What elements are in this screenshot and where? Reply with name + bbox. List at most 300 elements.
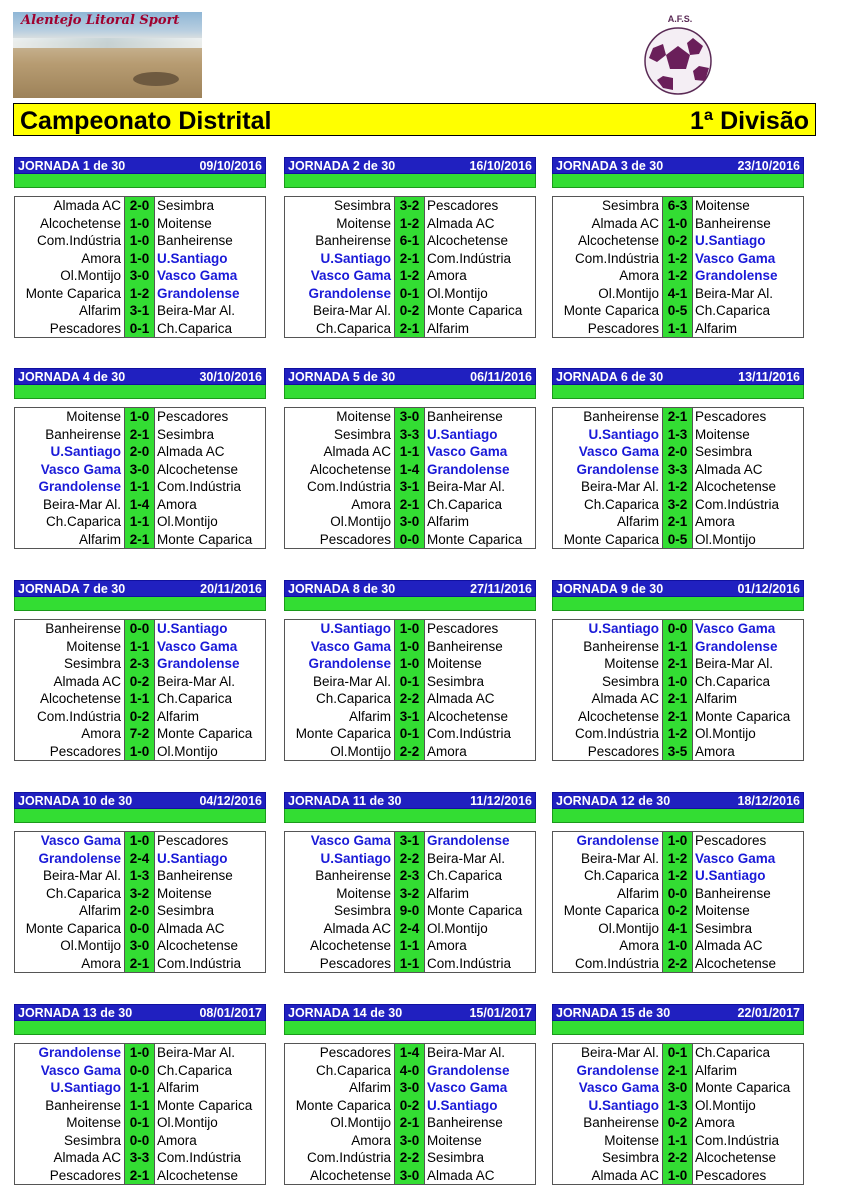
away-team: Vasco Gama [157,268,238,283]
away-team: Amora [427,743,467,759]
away-team: Beira-Mar Al. [695,656,774,671]
round-label: JORNADA 2 de 30 [288,159,396,173]
match-score: 0-2 [663,1114,693,1132]
home-team: Pescadores [553,743,663,761]
away-team: Alcochetense [695,479,777,494]
away-team: Alcochetense [157,461,239,477]
away-team: Moitense [157,885,212,901]
home-team: Moitense [15,408,125,426]
home-team: Amora [15,955,125,973]
match-score: 0-2 [395,1097,425,1115]
away-team: Alcochetense [695,955,777,971]
match-score: 3-0 [395,408,425,426]
round-header [284,580,536,597]
home-team: Com.Indústria [15,232,125,250]
round-header [14,368,266,385]
match-score: 1-1 [395,955,425,973]
round-green-bar [14,1021,266,1035]
round-date: 20/11/2016 [200,582,262,596]
home-team: Grandolense [285,285,395,303]
match-score: 2-1 [125,1167,155,1185]
away-team: Sesimbra [157,903,215,918]
match-score: 3-3 [125,1149,155,1167]
match-score: 3-0 [663,1079,693,1097]
round-block [14,157,266,338]
round-label: JORNADA 6 de 30 [556,370,664,384]
away-team: Vasco Gama [427,444,508,459]
round-green-bar [552,597,804,611]
match-score: 2-0 [125,197,155,215]
away-team: Beira-Mar Al. [427,1045,506,1060]
home-team: Ch.Caparica [15,885,125,903]
away-team: Pescadores [695,1167,767,1183]
round-label: JORNADA 15 de 30 [556,1006,671,1020]
match-score: 0-0 [663,620,693,638]
home-team: Alfarim [553,885,663,903]
round-header [552,1004,804,1021]
round-header [14,580,266,597]
match-score: 1-2 [663,478,693,496]
away-team: Monte Caparica [157,1097,253,1113]
away-team: Alfarim [427,885,470,901]
round-green-bar [552,1021,804,1035]
away-team: Sesimbra [157,198,215,213]
match-score: 1-0 [663,215,693,233]
away-team: U.Santiago [427,426,498,442]
home-team: Vasco Gama [285,267,395,285]
away-team: U.Santiago [157,850,228,866]
round-date: 01/12/2016 [737,582,800,596]
away-team: Grandolense [427,1062,510,1078]
round-green-bar [284,597,536,611]
home-team: Alcochetense [553,708,663,726]
home-team: Monte Caparica [15,920,125,938]
away-team: Grandolense [427,461,510,477]
round-block [284,792,536,973]
away-team: Vasco Gama [427,1080,508,1095]
match-score: 1-1 [125,513,155,531]
match-score: 0-0 [395,531,425,549]
match-score: 3-1 [395,832,425,850]
home-team: U.Santiago [15,443,125,461]
match-table [14,1043,266,1185]
round-green-bar [284,174,536,188]
round-date: 18/12/2016 [737,794,800,808]
home-team: Amora [285,1132,395,1150]
home-team: Ch.Caparica [15,513,125,531]
away-team: Ol.Montijo [427,920,488,936]
home-team: Beira-Mar Al. [285,673,395,691]
home-team: Ol.Montijo [15,267,125,285]
match-score: 2-1 [395,250,425,268]
round-header [284,792,536,809]
match-score: 1-1 [663,320,693,338]
round-green-bar [14,174,266,188]
round-date: 08/01/2017 [199,1006,262,1020]
round-block [552,157,804,338]
away-team: Alcochetense [695,1150,777,1165]
home-team: Ch.Caparica [553,496,663,514]
home-team: U.Santiago [15,1079,125,1097]
match-score: 0-1 [395,725,425,743]
away-team: Ch.Caparica [427,868,503,883]
match-score: 0-1 [125,320,155,338]
match-score: 2-1 [663,513,693,531]
away-team: Ol.Montijo [695,1097,756,1113]
home-team: Banheirense [285,232,395,250]
round-block [14,1004,266,1185]
away-team: U.Santiago [695,868,766,883]
away-team: Beira-Mar Al. [427,850,506,866]
round-date: 06/11/2016 [470,370,532,384]
away-team: Beira-Mar Al. [695,285,774,301]
home-team: Grandolense [15,850,125,868]
away-team: Ch.Caparica [157,691,233,706]
away-team: Alfarim [695,1062,738,1078]
match-score: 3-1 [125,302,155,320]
match-score: 2-1 [125,426,155,444]
match-score: 0-0 [125,1062,155,1080]
home-team: Ol.Montijo [285,513,395,531]
match-score: 0-1 [395,673,425,691]
match-score: 2-1 [663,1062,693,1080]
round-date: 15/01/2017 [469,1006,532,1020]
home-team: U.Santiago [553,426,663,444]
match-score: 1-0 [125,1044,155,1062]
match-score: 9-0 [395,902,425,920]
home-team: Grandolense [15,478,125,496]
away-team: Monte Caparica [427,303,523,318]
match-score: 2-3 [125,655,155,673]
away-team: Ol.Montijo [157,743,218,759]
round-date: 04/12/2016 [199,794,262,808]
match-score: 3-0 [395,513,425,531]
away-team: Alcochetense [427,708,509,724]
home-team: Grandolense [553,1062,663,1080]
home-team: Sesimbra [15,1132,125,1150]
away-team: Almada AC [427,691,495,706]
match-score: 3-2 [395,885,425,903]
away-team: Alfarim [695,320,738,336]
round-block [14,368,266,549]
round-green-bar [284,809,536,823]
match-score: 2-1 [663,408,693,426]
match-score: 3-0 [125,267,155,285]
away-team: Com.Indústria [427,250,512,266]
home-team: Beira-Mar Al. [553,1044,663,1062]
match-score: 4-1 [663,285,693,303]
match-score: 0-2 [663,902,693,920]
away-team: Pescadores [427,198,499,213]
home-team: Moitense [285,885,395,903]
home-team: Moitense [15,638,125,656]
match-score: 2-2 [395,690,425,708]
away-team: Ch.Caparica [695,303,771,318]
round-date: 09/10/2016 [199,159,262,173]
away-team: Alfarim [695,691,738,706]
home-team: Com.Indústria [285,1149,395,1167]
round-green-bar [284,385,536,399]
match-score: 2-4 [125,850,155,868]
match-score: 1-0 [125,215,155,233]
home-team: U.Santiago [553,620,663,638]
match-score: 1-1 [395,937,425,955]
match-score: 1-2 [395,267,425,285]
home-team: Pescadores [285,531,395,549]
round-block [284,1004,536,1185]
home-team: Banheirense [553,638,663,656]
round-green-bar [552,385,804,399]
home-team: Pescadores [15,1167,125,1185]
home-team: Alfarim [285,708,395,726]
home-team: Sesimbra [285,902,395,920]
round-header [284,157,536,174]
away-team: Almada AC [695,461,763,477]
match-score: 3-0 [395,1132,425,1150]
home-team: Almada AC [285,920,395,938]
round-date: 16/10/2016 [469,159,532,173]
match-score: 1-1 [125,478,155,496]
match-score: 1-0 [125,743,155,761]
round-header [14,157,266,174]
home-team: Alcochetense [285,1167,395,1185]
home-team: U.Santiago [285,620,395,638]
round-label: JORNADA 11 de 30 [288,794,402,808]
away-team: Vasco Gama [695,850,776,866]
match-score: 6-1 [395,232,425,250]
home-team: Com.Indústria [15,708,125,726]
match-score: 2-1 [125,955,155,973]
away-team: Ch.Caparica [157,1062,233,1078]
match-score: 2-4 [395,920,425,938]
away-team: Pescadores [427,621,499,636]
round-block [14,580,266,761]
away-team: Com.Indústria [695,1132,780,1148]
home-team: Grandolense [285,655,395,673]
match-score: 4-1 [663,920,693,938]
home-team: Monte Caparica [15,285,125,303]
round-block [284,368,536,549]
away-team: Alcochetense [427,233,509,248]
round-label: JORNADA 1 de 30 [18,159,126,173]
home-team: Beira-Mar Al. [15,496,125,514]
home-team: Sesimbra [15,655,125,673]
away-team: Com.Indústria [427,955,512,971]
away-team: Almada AC [157,444,225,459]
away-team: Pescadores [157,833,229,848]
away-team: Alfarim [157,1080,200,1095]
match-score: 1-0 [125,232,155,250]
round-header [552,157,804,174]
round-label: JORNADA 7 de 30 [18,582,126,596]
match-score: 1-3 [663,426,693,444]
match-score: 3-0 [395,1167,425,1185]
home-team: Monte Caparica [553,302,663,320]
match-score: 2-2 [395,850,425,868]
brand-title: Alentejo Litoral Sport [21,13,180,28]
home-team: Almada AC [15,1149,125,1167]
home-team: Ol.Montijo [285,1114,395,1132]
round-header [552,580,804,597]
home-team: Sesimbra [285,197,395,215]
round-green-bar [284,1021,536,1035]
home-team: Amora [285,496,395,514]
home-team: Ol.Montijo [553,285,663,303]
away-team: Monte Caparica [695,708,791,724]
away-team: Monte Caparica [427,903,523,918]
match-score: 2-2 [663,955,693,973]
away-team: Alfarim [427,514,470,529]
away-team: Amora [695,743,735,759]
away-team: Banheirense [427,638,503,654]
away-team: Moitense [695,198,750,213]
round-header [284,1004,536,1021]
match-score: 1-0 [395,638,425,656]
round-block [284,580,536,761]
match-score: 0-2 [663,232,693,250]
away-team: U.Santiago [427,1097,498,1113]
round-block [552,1004,804,1185]
match-score: 1-2 [663,867,693,885]
away-team: U.Santiago [695,233,766,248]
home-team: U.Santiago [285,250,395,268]
match-score: 1-4 [395,1044,425,1062]
round-block [14,792,266,973]
round-green-bar [14,597,266,611]
home-team: Amora [15,250,125,268]
home-team: Grandolense [15,1044,125,1062]
round-header [552,792,804,809]
match-score: 2-1 [125,531,155,549]
home-team: Pescadores [15,320,125,338]
match-score: 6-3 [663,197,693,215]
championship-banner [13,103,816,136]
match-score: 1-2 [395,215,425,233]
match-score: 3-0 [125,937,155,955]
home-team: Almada AC [15,673,125,691]
home-team: Almada AC [15,197,125,215]
header-photo [13,12,202,98]
match-score: 1-1 [125,1079,155,1097]
home-team: Vasco Gama [553,1079,663,1097]
home-team: Beira-Mar Al. [553,478,663,496]
home-team: Grandolense [553,461,663,479]
match-score: 3-0 [395,1079,425,1097]
page-title: Campeonato Distrital [20,107,272,135]
home-team: Alcochetense [15,690,125,708]
away-team: Amora [695,1115,735,1130]
match-table [284,1043,536,1185]
away-team: Almada AC [427,1167,495,1183]
away-team: Com.Indústria [157,1150,242,1165]
away-team: Almada AC [695,938,763,953]
round-label: JORNADA 10 de 30 [18,794,133,808]
match-score: 3-1 [395,708,425,726]
home-team: Ol.Montijo [285,743,395,761]
away-team: Grandolense [695,638,778,654]
away-team: Pescadores [695,409,767,424]
round-block [552,792,804,973]
match-score: 1-3 [125,867,155,885]
away-team: Amora [157,496,197,512]
home-team: Com.Indústria [553,250,663,268]
match-score: 1-0 [125,408,155,426]
logo-text: A.F.S. [667,14,693,24]
home-team: Com.Indústria [553,725,663,743]
match-score: 1-1 [663,638,693,656]
home-team: Vasco Gama [15,1062,125,1080]
match-score: 1-0 [663,1167,693,1185]
away-team: Alfarim [427,320,470,336]
away-team: Almada AC [157,920,225,936]
home-team: Banheirense [15,620,125,638]
match-score: 2-1 [395,320,425,338]
home-team: Banheirense [285,867,395,885]
match-score: 2-0 [125,443,155,461]
away-team: Banheirense [157,233,233,248]
home-team: Pescadores [15,743,125,761]
home-team: Vasco Gama [15,832,125,850]
away-team: Com.Indústria [695,496,780,512]
division-title: 1ª Divisão [689,107,809,135]
match-score: 0-5 [663,531,693,549]
home-team: Moitense [553,655,663,673]
away-team: Grandolense [157,285,240,301]
match-table [14,196,266,338]
home-team: Alcochetense [553,232,663,250]
away-team: Sesimbra [157,426,215,442]
home-team: Moitense [285,408,395,426]
home-team: Pescadores [285,955,395,973]
home-team: Alfarim [15,902,125,920]
away-team: Ol.Montijo [427,285,488,301]
away-team: Almada AC [427,215,495,231]
home-team: Amora [15,725,125,743]
home-team: U.Santiago [285,850,395,868]
away-team: Amora [695,514,735,529]
round-green-bar [14,385,266,399]
match-score: 1-0 [663,673,693,691]
round-block [552,580,804,761]
round-date: 23/10/2016 [737,159,800,173]
home-team: Ch.Caparica [285,690,395,708]
match-score: 1-1 [663,1132,693,1150]
match-score: 1-1 [125,638,155,656]
away-team: Ch.Caparica [695,673,771,689]
match-table [552,407,804,549]
match-score: 1-2 [663,725,693,743]
round-date: 27/11/2016 [470,582,532,596]
match-score: 3-1 [395,478,425,496]
round-label: JORNADA 13 de 30 [18,1006,133,1020]
match-score: 1-0 [663,832,693,850]
away-team: Alcochetense [157,1167,239,1183]
away-team: Beira-Mar Al. [427,479,506,494]
match-score: 0-2 [125,673,155,691]
home-team: Vasco Gama [15,461,125,479]
round-label: JORNADA 5 de 30 [288,370,396,384]
round-label: JORNADA 8 de 30 [288,582,396,596]
away-team: Vasco Gama [695,621,776,636]
home-team: Almada AC [553,215,663,233]
away-team: Banheirense [695,215,771,231]
home-team: Beira-Mar Al. [553,850,663,868]
match-score: 2-2 [395,743,425,761]
away-team: Ol.Montijo [157,514,218,529]
round-date: 11/12/2016 [470,794,532,808]
home-team: Ol.Montijo [553,920,663,938]
away-team: Vasco Gama [157,638,238,654]
